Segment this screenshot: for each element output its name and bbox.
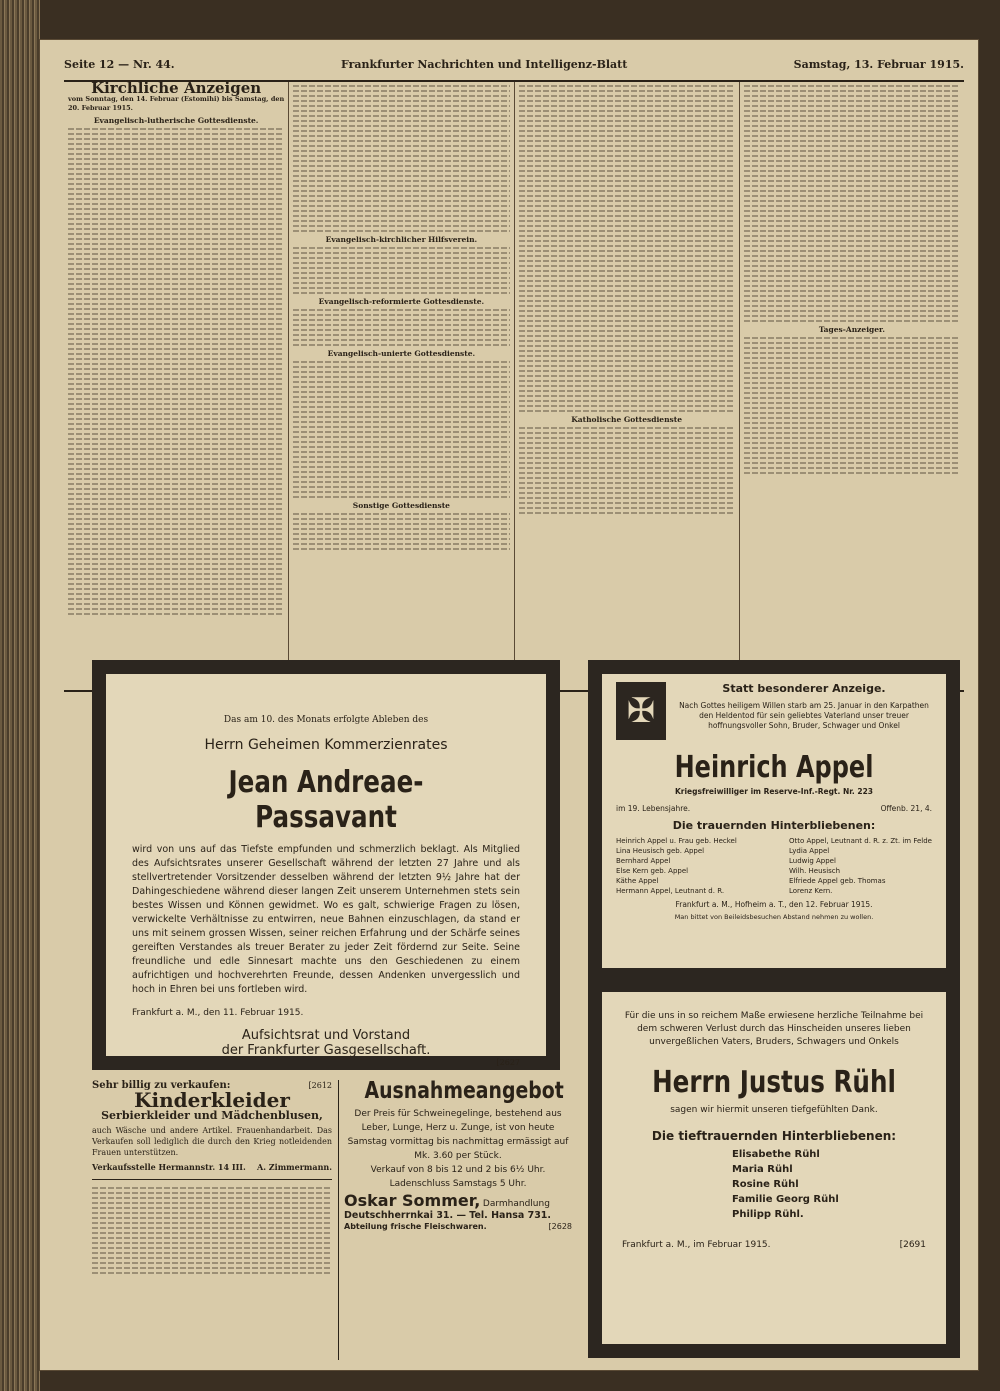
ad-kinderkleider bbox=[92, 1080, 339, 1360]
section-catholic: Katholische Gottesdienste bbox=[571, 415, 682, 424]
church-subtitle: vom Sonntag, den 14. Februar (Estomihi) bis Samstag, den 20. Februar 1915. bbox=[68, 95, 285, 112]
ruehl-intro: Für die uns in so reichem Maße erwiesene herzliche Teilnahme bei dem schweren Verlust durch das Hinscheiden unseres lieben unvergeßlichen Vaters, Bruders, Schwagers und Onkels bbox=[624, 1011, 924, 1047]
section-reformed: Evangelisch-reformierte Gottesdienste. bbox=[318, 297, 485, 306]
section-united: Evangelisch-unierte Gottesdienste. bbox=[327, 349, 476, 358]
andreae-sign1: Aufsichtsrat und Vorstand bbox=[241, 1028, 411, 1043]
iron-cross-icon: ✠ bbox=[616, 682, 666, 740]
mourner: Wilh. Heusisch bbox=[789, 867, 841, 875]
column-1 bbox=[64, 82, 289, 688]
andreae-place-date: Frankfurt a. M., den 11. Februar 1915. bbox=[132, 1008, 304, 1018]
mourner: Käthe Appel bbox=[616, 877, 659, 885]
section-hilfsverein: Evangelisch-kirchlicher Hilfsverein. bbox=[325, 235, 478, 244]
sommer-dept: Abteilung frische Fleischwaren. bbox=[344, 1222, 487, 1231]
appel-mourners-left bbox=[616, 836, 737, 896]
church-title: Kirchliche Anzeigen bbox=[91, 82, 262, 97]
mourner: Bernhard Appel bbox=[616, 857, 671, 865]
mourner: Ludwig Appel bbox=[789, 857, 836, 865]
ruehl-place-date: Frankfurt a. M., im Februar 1915. bbox=[622, 1240, 771, 1250]
ruehl-mourners-title: Die tieftrauernden Hinterbliebenen: bbox=[651, 1129, 897, 1143]
appel-name: Heinrich Appel bbox=[674, 750, 874, 785]
mourner: Lina Heusisch geb. Appel bbox=[616, 847, 705, 855]
sommer-trade: Darmhandlung bbox=[482, 1199, 550, 1209]
mourner: Rosine Rühl bbox=[732, 1179, 799, 1190]
sommer-ref: [2628 bbox=[548, 1222, 572, 1231]
book-binding bbox=[0, 0, 40, 1391]
church-listing-columns bbox=[64, 82, 964, 688]
kleider-ref: [2612 bbox=[308, 1081, 332, 1090]
sommer-title: Ausnahmeangebot bbox=[364, 1078, 564, 1104]
obituary-appel bbox=[588, 660, 960, 982]
kleider-main: Kinderkleider bbox=[134, 1088, 290, 1112]
sommer-body2: Verkauf von 8 bis 12 und 2 bis 6½ Uhr. bbox=[370, 1165, 546, 1175]
mourner: Familie Georg Rühl bbox=[732, 1194, 839, 1205]
andreae-line2: Herrn Geheimen Kommerzienrates bbox=[204, 737, 448, 753]
appel-mourners-right bbox=[789, 836, 932, 896]
sommer-body3: Ladenschluss Samstags 5 Uhr. bbox=[389, 1179, 527, 1189]
sommer-name: Oskar Sommer, bbox=[344, 1191, 481, 1210]
newspaper-page bbox=[40, 40, 978, 1370]
appel-ref: Offenb. 21, 4. bbox=[880, 804, 932, 813]
andreae-body: wird von uns auf das Tiefste empfunden und schmerzlich beklagt. Als Mitglied des Aufsichtsrates unserer Gesellschaft während der letzten 27 Jahre und als stellvertretender Vorsitzender desselben während der letzten 9½ Jahre hat der Dahingeschiedene während dieser langen Zeit unserem Unternehmen stets sein bestes Wissen und Können gewidmet. Wo es galt, schwierige Fragen zu lösen, verwickelte Verhältnisse zu entwirren, neue Bahnen einzuschlagen, da stand er uns mit seinem grossen Wissen, seiner reichen Erfahrung und der Schärfe seines gereiften Verstandes als treuer Berater zu jeder Zeit fördernd zur Seite. Seine freundliche und edle Sinnesart machte uns den Geschiedenen zu einem aufrichtigen und hochverehrten Freunde, dessen Andenken unvergesslich und hoch in Ehren bei uns fortleben wird. bbox=[132, 844, 520, 995]
appel-top: Statt besonderer Anzeige. bbox=[722, 682, 886, 695]
mourner: Philipp Rühl. bbox=[732, 1209, 804, 1220]
column-3 bbox=[515, 82, 740, 688]
kleider-main2: Serbierkleider und Mädchenblusen, bbox=[101, 1109, 323, 1122]
obituary-andreae bbox=[92, 660, 560, 1070]
mourner: Lydia Appel bbox=[789, 847, 830, 855]
kleider-body: auch Wäsche und andere Artikel. Frauenhandarbeit. Das Verkaufen soll lediglich die durch den Krieg notleidenden Frauen unterstützen. bbox=[92, 1126, 332, 1157]
mourner: Else Kern geb. Appel bbox=[616, 867, 689, 875]
andreae-sign2: der Frankfurter Gasgesellschaft. bbox=[221, 1043, 431, 1058]
section-tages-anzeiger: Tages-Anzeiger. bbox=[818, 325, 885, 334]
column-2 bbox=[289, 82, 514, 688]
sommer-address: Deutschherrnkai 31. — Tel. Hansa 731. bbox=[344, 1210, 552, 1221]
mourner: Elfriede Appel geb. Thomas bbox=[789, 877, 886, 885]
kleider-shop: Verkaufsstelle Hermannstr. 14 III. bbox=[92, 1162, 246, 1172]
appel-age: im 19. Lebensjahre. bbox=[616, 804, 691, 813]
section-lutheran: Evangelisch-lutherische Gottesdienste. bbox=[93, 116, 259, 125]
kleider-top: Sehr billig zu verkaufen: bbox=[92, 1080, 231, 1091]
ruehl-ref: [2691 bbox=[899, 1240, 926, 1250]
ruehl-thanks: sagen wir hiermit unseren tiefgefühlten Dank. bbox=[670, 1105, 878, 1115]
mourner: Heinrich Appel u. Frau geb. Heckel bbox=[616, 837, 737, 845]
ruehl-name: Herrn Justus Rühl bbox=[652, 1065, 896, 1100]
mourner: Elisabethe Rühl bbox=[732, 1149, 820, 1160]
appel-note: Man bittet von Beileidsbesuchen Abstand nehmen zu wollen. bbox=[674, 913, 874, 921]
mourner: Lorenz Kern. bbox=[789, 887, 833, 895]
appel-intro: Nach Gottes heiligem Willen starb am 25. Januar in den Karpathen den Heldentod für sein geliebtes Vaterland unser treuer hoffnungsvoller Sohn, Bruder, Schwager und Onkel bbox=[679, 701, 929, 730]
appel-mourners-title: Die trauernden Hinterbliebenen: bbox=[672, 819, 876, 832]
andreae-name: Jean Andreae-Passavant bbox=[228, 765, 424, 835]
ad-sommer bbox=[340, 1080, 576, 1360]
appel-place-date: Frankfurt a. M., Hofheim a. T., den 12. Februar 1915. bbox=[675, 900, 873, 909]
andreae-ref: [2627 bbox=[496, 1058, 520, 1067]
section-other: Sonstige Gottesdienste bbox=[352, 501, 450, 510]
thanks-ruehl bbox=[588, 978, 960, 1358]
mourner: Hermann Appel, Leutnant d. R. bbox=[616, 887, 725, 895]
mourner: Maria Rühl bbox=[732, 1164, 793, 1175]
ruehl-mourners bbox=[622, 1147, 926, 1222]
appel-rank: Kriegsfreiwilliger im Reserve-Inf.-Regt. Nr. 223 bbox=[674, 787, 874, 796]
kleider-sign: A. Zimmermann. bbox=[257, 1162, 332, 1172]
newspaper-title: Frankfurter Nachrichten und Intelligenz-Blatt bbox=[340, 58, 628, 71]
sommer-body1: Der Preis für Schweinegelinge, bestehend aus Leber, Lunge, Herz u. Zunge, ist von heute Samstag vormittag bis nachmittag ermässigt auf Mk. 3.60 per Stück. bbox=[347, 1109, 569, 1161]
page-number: Seite 12 — Nr. 44. bbox=[64, 58, 175, 71]
mourner: Otto Appel, Leutnant d. R. z. Zt. im Felde bbox=[789, 837, 932, 845]
issue-date: Samstag, 13. Februar 1915. bbox=[793, 58, 964, 71]
column-4 bbox=[740, 82, 964, 688]
andreae-line1: Das am 10. des Monats erfolgte Ableben des bbox=[223, 715, 429, 725]
page-header bbox=[64, 58, 964, 82]
